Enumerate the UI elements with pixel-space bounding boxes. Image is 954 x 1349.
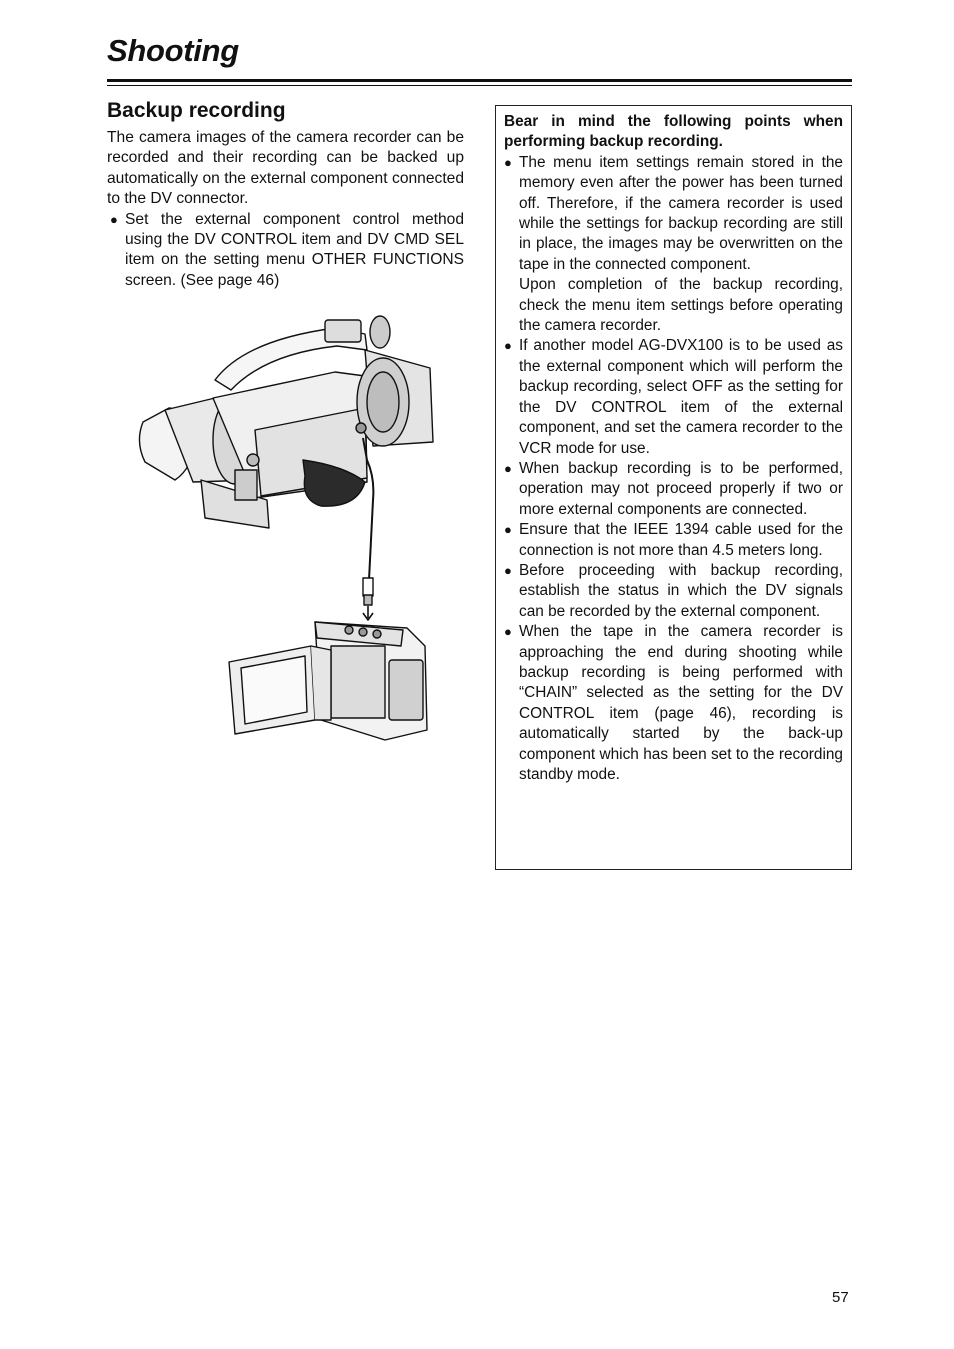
camcorder-main-illustration	[139, 316, 433, 528]
section-title: Shooting	[107, 33, 239, 68]
bullet-icon: ●	[504, 624, 512, 640]
note-text: If another model AG-DVX100 is to be used as the external component which will perform the backup recording, select OFF as the setting for the DV CONTROL item of the external component, and set the camera recorder to the VCR mode for use.	[519, 337, 843, 457]
bullet-text: Set the external component control method using the DV CONTROL item and DV CMD SEL item on the setting menu OTHER FUNCTIONS screen. (See page 46)	[125, 210, 464, 289]
camera-connection-illustration	[135, 310, 445, 750]
bullet-icon: ●	[504, 562, 512, 578]
note-item	[504, 622, 843, 785]
notes-box	[495, 105, 852, 870]
instruction-bullet	[107, 210, 464, 292]
note-item	[504, 520, 843, 561]
bullet-icon: ●	[504, 460, 512, 476]
note-item	[504, 336, 843, 458]
header-rule-thin	[107, 85, 852, 86]
note-item	[504, 459, 843, 520]
bullet-icon: ●	[504, 338, 512, 354]
external-component-illustration	[229, 622, 427, 740]
note-text: Ensure that the IEEE 1394 cable used for the connection is not more than 4.5 meters long.	[519, 521, 843, 559]
note-continuation: Upon completion of the backup recording, check the menu item settings before operating the camera recorder.	[519, 276, 843, 335]
intro-paragraph: The camera images of the camera recorder can be recorded and their recording can be backed up automatically on the external component connected to the DV connector.	[107, 129, 464, 208]
header-rule-thick	[107, 79, 852, 82]
bullet-icon: ●	[110, 211, 118, 227]
note-text: When the tape in the camera recorder is approaching the end during shooting while backup recording is being performed with “CHAIN” selected as the setting for the DV CONTROL item (page 46), recording is automatically started by the back-up component which has been set to the recording standby mode.	[519, 623, 843, 783]
note-item	[504, 153, 843, 275]
note-text: The menu item settings remain stored in the memory even after the power has been turned off. Therefore, if the camera recorder is used while the settings for backup recording are still in place, the images may be overwritten on the tape in the connected component.	[519, 153, 843, 273]
notes-heading: Bear in mind the following points when performing backup recording.	[504, 113, 843, 151]
page-number: 57	[832, 1289, 849, 1306]
subsection-title: Backup recording	[107, 99, 286, 122]
bullet-icon: ●	[504, 154, 512, 170]
bullet-icon: ●	[504, 522, 512, 538]
note-item	[504, 561, 843, 622]
left-column	[107, 98, 464, 291]
note-text: When backup recording is to be performed, operation may not proceed properly if two or more external components are connected.	[519, 459, 843, 518]
note-text: Before proceeding with backup recording, establish the status in which the DV signals can be recorded by the external component.	[519, 561, 843, 620]
